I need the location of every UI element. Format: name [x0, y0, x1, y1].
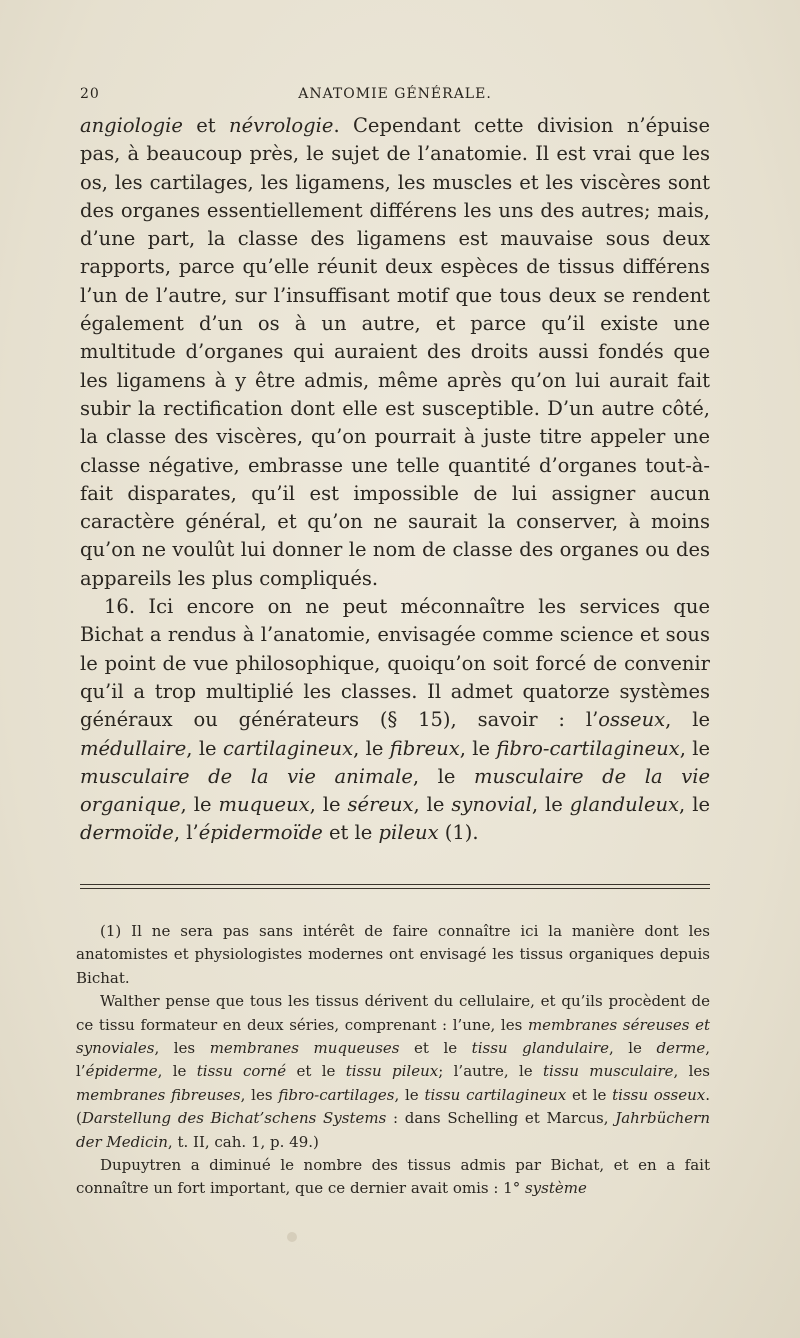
paragraph-1: angiologie et névrologie. Cependant cette division n’épuise pas, à beaucoup près, le sujet de l’anatomie. Il est vrai que les os, les cartilages, les ligamens, les muscles et les viscères sont des organes essentiellement différens les uns des autres; mais, d’une part, la classe des ligamens est mauvaise sous deux rapports, parce qu’elle réunit deux espèces de tissus différens l’un de l’autre, sur l’insuffisant motif que tous deux se rendent également d’un os à un autre, et parce qu’il existe une multitude d’organes qui auraient des droits aussi fondés que les ligamens à y être admis, même après qu’on lui aurait fait subir la rectification dont elle est susceptible. D’un autre côté, la classe des viscères, qu’on pourrait à juste titre appeler une classe négative, embrasse une telle quantité d’organes tout-à-fait disparates, qu’il est impossible de lui assigner aucun caractère général, et qu’on ne saurait la conserver, à moins qu’on ne voulût lui donner le nom de classe des organes ou des appareils les plus compliqués.: [80, 114, 710, 590]
body-text: [80, 112, 710, 848]
footnote-separator: [80, 884, 710, 885]
footnote-3: Dupuytren a diminué le nombre des tissus admis par Bichat, et en a fait connaître un fort important, que ce dernier avait omis : 1° système: [76, 1156, 710, 1198]
page-header: [80, 86, 710, 108]
footnotes: [76, 920, 710, 1201]
footnote-separator-thin: [80, 888, 710, 889]
ink-smudge: [287, 1232, 297, 1242]
page-number: 20: [80, 86, 100, 102]
running-head: ANATOMIE GÉNÉRALE.: [298, 86, 492, 102]
paragraph-2: 16. Ici encore on ne peut méconnaître les services que Bichat a rendus à l’anatomie, envisagée comme science et sous le point de vue philosophique, quoiqu’on soit forcé de convenir qu’il a trop multiplié les classes. Il admet quatorze systèmes généraux ou générateurs (§ 15), savoir : l’osseux, le médullaire, le cartilagineux, le fibreux, le fibro-cartilagineux, le musculaire de la vie animale, le musculaire de la vie organique, le muqueux, le séreux, le synovial, le glanduleux, le dermoïde, l’épidermoïde et le pileux (1).: [80, 595, 710, 845]
footnote-1: (1) Il ne sera pas sans intérêt de faire connaître ici la manière dont les anatomistes et physiologistes modernes ont envisagé les tissus organiques depuis Bichat.: [76, 922, 710, 987]
footnote-2: Walther pense que tous les tissus dérivent du cellulaire, et qu’ils procèdent de ce tissu formateur en deux séries, comprenant : l’une, les membranes séreuses et synoviales, les membranes muqueuses et le tissu glandulaire, le derme, l’épiderme, le tissu corné et le tissu pileux; l’autre, le tissu musculaire, les membranes fibreuses, les fibro-cartilages, le tissu cartilagineux et le tissu osseux. (Darstellung des Bichat’schens Systems : dans Schelling et Marcus, Jahrbüchern der Medicin, t. II, cah. 1, p. 49.): [76, 992, 711, 1151]
